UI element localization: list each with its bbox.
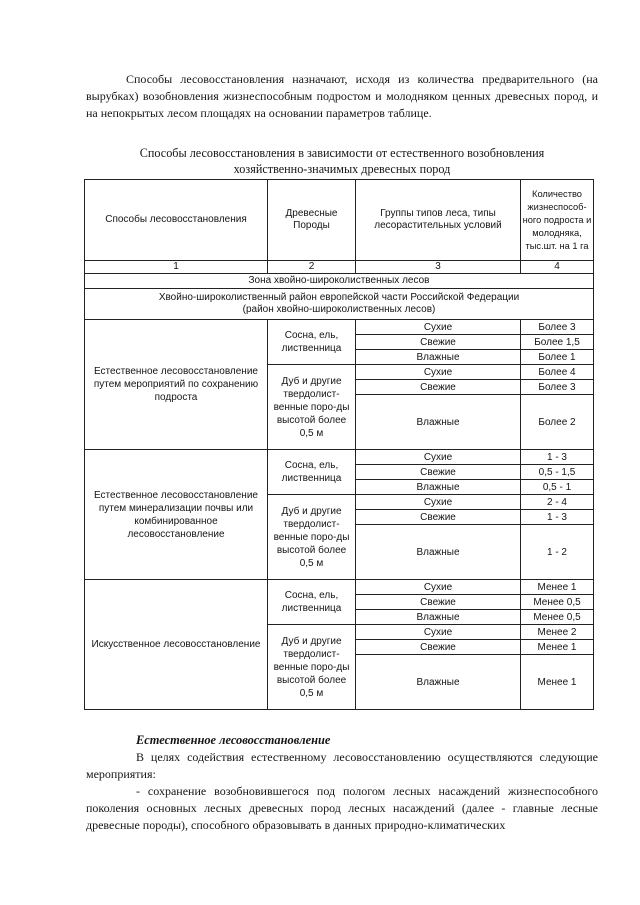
- condition-cell: Влажные: [356, 610, 521, 625]
- column-number: 1: [85, 261, 268, 274]
- header-methods: Способы лесовосстановления: [85, 180, 268, 261]
- column-number-row: [85, 261, 594, 274]
- table-caption: [86, 145, 598, 177]
- zone-label: Зона хвойно-широколиственных лесов: [85, 274, 594, 289]
- amount-cell: 1 - 3: [521, 450, 594, 465]
- column-number: 2: [268, 261, 356, 274]
- caption-line-2: хозяйственно-значимых древесных пород: [233, 162, 451, 176]
- table-row: [85, 450, 594, 465]
- intro-paragraph: Способы лесовосстановления назначают, исходя из количества предварительного (на вырубках) возобновления жизнеспособным подростом и молодняком ценных древесных пород, и на непокрытых лесом площадях на основании параметров таблице.: [86, 72, 598, 120]
- species-cell: Дуб и другие твердолист-венные поро-ды высотой более 0,5 м: [268, 365, 356, 450]
- region-line-2: (район хвойно-широколиственных лесов): [242, 304, 436, 315]
- table-row: [85, 320, 594, 335]
- amount-cell: Менее 1: [521, 640, 594, 655]
- condition-cell: Влажные: [356, 525, 521, 580]
- amount-cell: Менее 1: [521, 580, 594, 595]
- region-row: [85, 289, 594, 320]
- amount-cell: Более 1,5: [521, 335, 594, 350]
- body-paragraph: В целях содействия естественному лесовосстановлению осуществляются следующие мероприятия:: [86, 750, 598, 781]
- condition-cell: Сухие: [356, 580, 521, 595]
- species-cell: Сосна, ель, лиственница: [268, 450, 356, 495]
- reforestation-table: [84, 179, 594, 710]
- amount-cell: 1 - 2: [521, 525, 594, 580]
- condition-cell: Сухие: [356, 625, 521, 640]
- column-number: 3: [356, 261, 521, 274]
- species-cell: Сосна, ель, лиственница: [268, 320, 356, 365]
- amount-cell: Менее 0,5: [521, 610, 594, 625]
- section-title: Естественное лесовосстановление: [136, 733, 331, 747]
- condition-cell: Свежие: [356, 595, 521, 610]
- amount-cell: 1 - 3: [521, 510, 594, 525]
- species-cell: Дуб и другие твердолист-венные поро-ды высотой более 0,5 м: [268, 625, 356, 710]
- condition-cell: Свежие: [356, 380, 521, 395]
- column-number: 4: [521, 261, 594, 274]
- method-cell: Искусственное лесовосстановление: [85, 580, 268, 710]
- header-species: Древесные Породы: [268, 180, 356, 261]
- method-cell: Естественное лесовосстановление путем мероприятий по сохранению подроста: [85, 320, 268, 450]
- amount-cell: Менее 2: [521, 625, 594, 640]
- amount-cell: Более 2: [521, 395, 594, 450]
- caption-line-1: Способы лесовосстановления в зависимости от естественного возобновления: [139, 146, 545, 160]
- condition-cell: Сухие: [356, 450, 521, 465]
- amount-cell: Менее 0,5: [521, 595, 594, 610]
- amount-cell: Более 3: [521, 320, 594, 335]
- header-forest-types: Группы типов леса, типы лесорастительных условий: [356, 180, 521, 261]
- condition-cell: Влажные: [356, 480, 521, 495]
- condition-cell: Сухие: [356, 495, 521, 510]
- condition-cell: Свежие: [356, 510, 521, 525]
- condition-cell: Свежие: [356, 640, 521, 655]
- species-cell: Сосна, ель, лиственница: [268, 580, 356, 625]
- condition-cell: Влажные: [356, 350, 521, 365]
- condition-cell: Сухие: [356, 365, 521, 380]
- condition-cell: Влажные: [356, 395, 521, 450]
- header-quantity: Количество жизнеспособ-ного подроста и молодняка, тыс.шт. на 1 га: [521, 180, 594, 261]
- amount-cell: Более 4: [521, 365, 594, 380]
- amount-cell: 2 - 4: [521, 495, 594, 510]
- condition-cell: Свежие: [356, 465, 521, 480]
- condition-cell: Влажные: [356, 655, 521, 710]
- table-row: [85, 580, 594, 595]
- species-cell: Дуб и другие твердолист-венные поро-ды высотой более 0,5 м: [268, 495, 356, 580]
- amount-cell: Более 3: [521, 380, 594, 395]
- table-header-row: [85, 180, 594, 261]
- zone-row: [85, 274, 594, 289]
- amount-cell: 0,5 - 1: [521, 480, 594, 495]
- condition-cell: Свежие: [356, 335, 521, 350]
- method-cell: Естественное лесовосстановление путем минерализации почвы или комбинированное лесовосстановление: [85, 450, 268, 580]
- body-paragraph: - сохранение возобновившегося под пологом лесных насаждений жизнеспособного поколения основных лесных древесных пород лесных насаждений (далее - главные лесные древесные породы), способного образовывать в данных природно-климатических: [86, 784, 598, 832]
- region-line-1: Хвойно-широколиственный район европейской части Российской Федерации: [158, 292, 520, 303]
- condition-cell: Сухие: [356, 320, 521, 335]
- region-label: [85, 289, 594, 320]
- amount-cell: 0,5 - 1,5: [521, 465, 594, 480]
- amount-cell: Менее 1: [521, 655, 594, 710]
- amount-cell: Более 1: [521, 350, 594, 365]
